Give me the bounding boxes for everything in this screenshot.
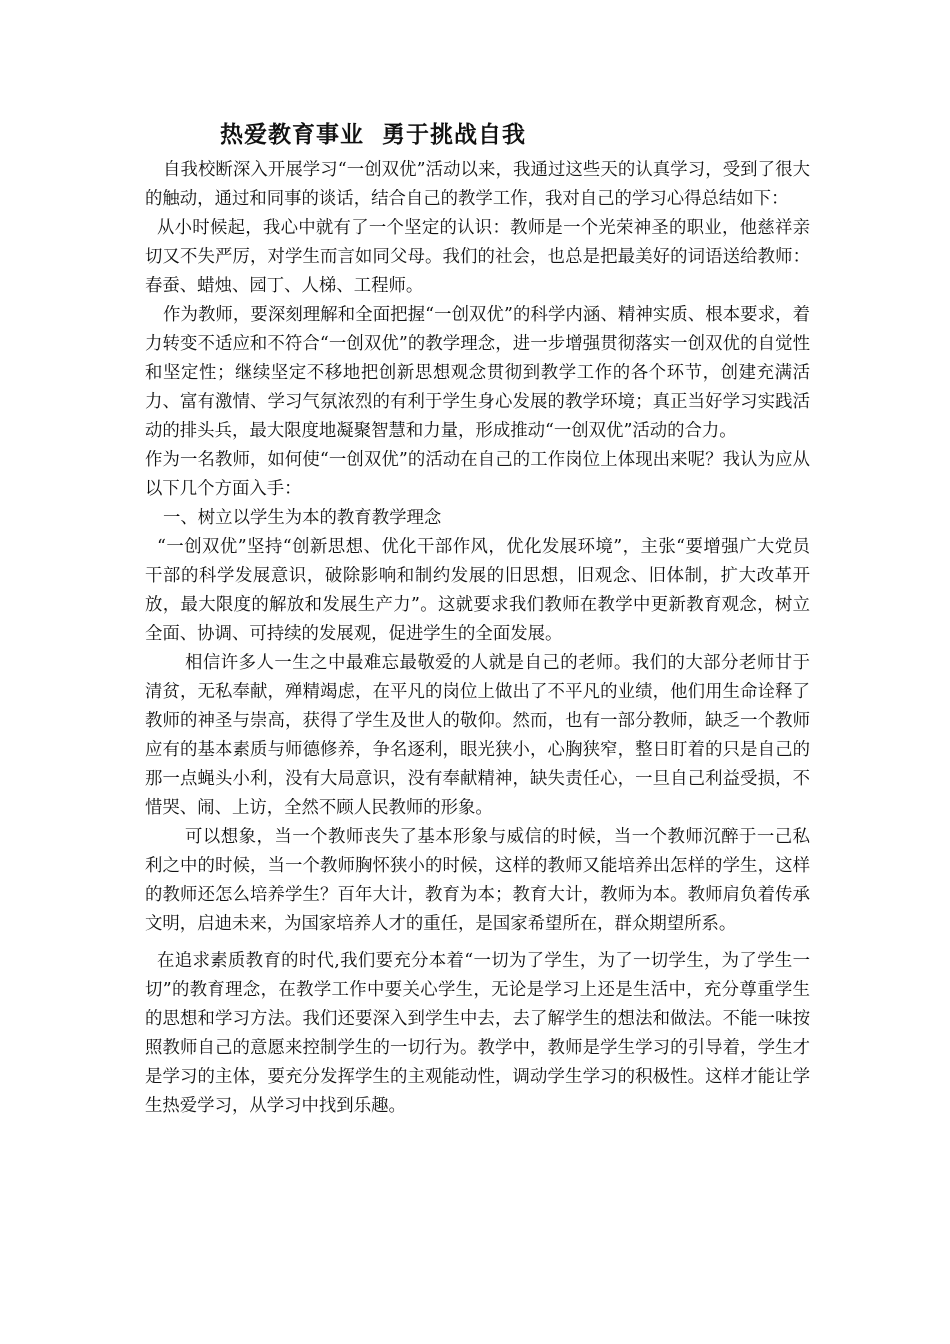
paragraph-as-teacher: 作为教师，要深刻理解和全面把握“一创双优”的科学内涵、精神实质、根本要求，着力转变不适应和不符合“一创双优”的教学理念，进一步增强贯彻落实一创双优的自觉性和坚定性；继续坚定不移地把创新思想观念贯彻到教学工作的各个环节，创建充满活力、富有激情、学习气氛浓烈的有利于学生身心发展的教学环境；真正当好学习实践活动的排头兵，最大限度地凝聚智慧和力量，形成推动“一创双优”活动的合力。 (145, 305, 810, 441)
document-page (145, 118, 810, 1121)
section-heading-1: 一、树立以学生为本的教育教学理念 (163, 508, 442, 528)
paragraph-how: 作为一名教师，如何使“一创双优”的活动在自己的工作岗位上体现出来呢？我认为应从以下几个方面入手： (145, 450, 810, 499)
paragraph-imagine: 可以想象，当一个教师丧失了基本形象与威信的时候，当一个教师沉醉于一己私利之中的时候，当一个教师胸怀狭小的时候，这样的教师又能培养出怎样的学生，这样的教师还怎么培养学生？百年大计，教育为本；教育大计，教师为本。教师肩负着传承文明，启迪未来，为国家培养人才的重任，是国家希望所在，群众期望所系。 (145, 827, 810, 934)
paragraph-teachers: 相信许多人一生之中最难忘最敬爱的人就是自己的老师。我们的大部分老师甘于清贫，无私奉献，殚精竭虑，在平凡的岗位上做出了不平凡的业绩，他们用生命诠释了教师的神圣与崇高，获得了学生及世人的敬仰。然而，也有一部分教师，缺乏一个教师应有的基本素质与师德修养，争名逐利，眼光狭小，心胸狭窄，整日盯着的只是自己的那一点蝇头小利，没有大局意识，没有奉献精神，缺失责任心，一旦自己利益受损，不惜哭、闹、上访，全然不顾人民教师的形象。 (145, 653, 810, 818)
paragraph-quality-education: 在追求素质教育的时代,我们要充分本着“一切为了学生，为了一切学生，为了学生一切”的教育理念，在教学工作中要关心学生，无论是学习上还是生活中，充分尊重学生的思想和学习方法。我们还要深入到学生中去，去了解学生的想法和做法。不能一味按照教师自己的意愿来控制学生的一切行为。教学中，教师是学生学习的引导着，学生才是学习的主体，要充分发挥学生的主观能动性，调动学生学习的积极性。这样才能让学生热爱学习，从学习中找到乐趣。 (145, 951, 810, 1116)
paragraph-yichuangshuangyou: “一创双优”坚持“创新思想、优化干部作风，优化发展环境”，主张“要增强广大党员干部的科学发展意识，破除影响和制约发展的旧思想，旧观念、旧体制，扩大改革开放，最大限度的解放和发展生产力”。这就要求我们教师在教学中更新教育观念，树立全面、协调、可持续的发展观，促进学生的全面发展。 (145, 537, 810, 644)
document-title: 热爱教育事业 勇于挑战自我 (220, 122, 527, 148)
paragraph-childhood: 从小时候起，我心中就有了一个坚定的认识：教师是一个光荣神圣的职业，他慈祥亲切又不失严厉，对学生而言如同父母。我们的社会，也总是把最美好的词语送给教师：春蚕、蜡烛、园丁、人梯、工程师。 (145, 218, 810, 296)
paragraph-intro: 自我校断深入开展学习“一创双优”活动以来，我通过这些天的认真学习，受到了很大的触动，通过和同事的谈话，结合自己的教学工作，我对自己的学习心得总结如下： (145, 160, 810, 209)
